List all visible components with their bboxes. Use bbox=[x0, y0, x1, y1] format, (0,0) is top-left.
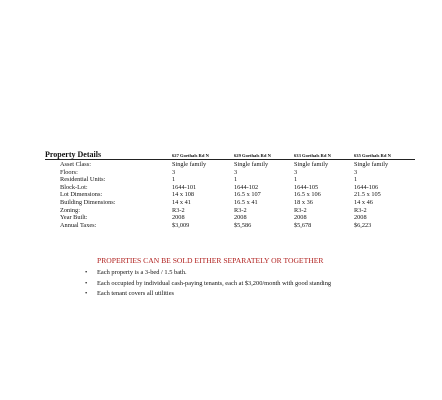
table-cell: R3-2 bbox=[172, 206, 185, 214]
row-label: Annual Taxes: bbox=[60, 221, 97, 229]
list-item-text: Each tenant covers all utilities bbox=[97, 290, 175, 297]
table-cell: $5,678 bbox=[294, 221, 312, 229]
bullet-list bbox=[80, 268, 400, 300]
table-cell: 1644-106 bbox=[354, 183, 379, 191]
table-cell: R3-2 bbox=[354, 206, 367, 214]
table-cell: 16.5 x 107 bbox=[234, 191, 261, 199]
table-row bbox=[0, 176, 442, 184]
table-cell: 1 bbox=[172, 176, 176, 184]
table-cell: $6,223 bbox=[354, 221, 372, 229]
table-row bbox=[0, 222, 442, 230]
row-label: Block-Lot: bbox=[60, 183, 88, 191]
table-cell: R3-2 bbox=[234, 206, 247, 214]
table-cell: 3 bbox=[294, 168, 298, 176]
column-header-address-2: 629 Goethals Rd N bbox=[234, 153, 271, 158]
table-cell: 3 bbox=[234, 168, 238, 176]
row-label: Building Dimensions: bbox=[60, 199, 116, 206]
row-label: Lot Dimensions: bbox=[60, 191, 103, 199]
table-row bbox=[0, 207, 442, 215]
table-cell: 2008 bbox=[234, 214, 247, 222]
row-label: Floors: bbox=[60, 168, 78, 176]
table-cell: 2008 bbox=[172, 214, 185, 222]
row-label: Zoning: bbox=[60, 206, 80, 214]
bullet-icon: • bbox=[85, 269, 88, 276]
sale-notice: PROPERTIES CAN BE SOLD EITHER SEPARATELY OR TOGETHER bbox=[97, 256, 324, 265]
table-cell: 2008 bbox=[354, 214, 367, 222]
table-cell: 1644-102 bbox=[234, 183, 259, 191]
table-cell: 16.5 x 106 bbox=[294, 191, 321, 199]
bullet-icon: • bbox=[85, 279, 88, 287]
table-row bbox=[0, 199, 442, 207]
column-header-address-4: 635 Goethals Rd N bbox=[354, 153, 391, 158]
list-item bbox=[80, 268, 400, 279]
table-cell: 3 bbox=[354, 168, 358, 176]
table-row bbox=[0, 191, 442, 199]
table-cell: 1 bbox=[354, 176, 358, 184]
section-title: Property Details bbox=[45, 150, 102, 159]
table-cell: 1 bbox=[294, 176, 298, 184]
table-cell: $3,009 bbox=[172, 221, 190, 229]
table-cell: 14 x 108 bbox=[172, 191, 195, 199]
table-cell: 14 x 46 bbox=[354, 199, 373, 206]
row-label: Asset Class: bbox=[60, 161, 91, 168]
list-item bbox=[80, 279, 400, 290]
table-cell: 1644-101 bbox=[172, 183, 197, 191]
header-divider bbox=[45, 159, 415, 160]
table-cell: $5,586 bbox=[234, 221, 252, 229]
table-cell: Single family bbox=[172, 161, 207, 168]
row-label: Residential Units: bbox=[60, 176, 106, 184]
column-header-address-3: 633 Goethals Rd N bbox=[294, 153, 331, 158]
table-cell: R3-2 bbox=[294, 206, 307, 214]
table-row bbox=[0, 161, 442, 169]
table-row bbox=[0, 169, 442, 177]
table-row bbox=[0, 184, 442, 192]
column-header-address-1: 627 Goethals Rd N bbox=[172, 153, 209, 158]
list-item-text: Each occupied by individual cash-paying tenants, each at $3,200/month with good standing bbox=[97, 279, 332, 287]
bullet-icon: • bbox=[85, 290, 88, 297]
table-cell: 18 x 36 bbox=[294, 199, 313, 206]
table-cell: 1644-105 bbox=[294, 183, 319, 191]
table-cell: 14 x 41 bbox=[172, 199, 191, 206]
table-cell: Single family bbox=[234, 161, 269, 168]
table-cell: Single family bbox=[294, 161, 329, 168]
list-item bbox=[80, 289, 400, 300]
table-cell: 3 bbox=[172, 168, 176, 176]
table-cell: 2008 bbox=[294, 214, 307, 222]
table-cell: 1 bbox=[234, 176, 238, 184]
row-label: Year Built: bbox=[60, 214, 88, 222]
table-cell: 16.5 x 41 bbox=[234, 199, 258, 206]
table-cell: 21.5 x 105 bbox=[354, 191, 381, 199]
list-item-text: Each property is a 3-bed / 1.5 bath. bbox=[97, 269, 187, 276]
table-cell: Single family bbox=[354, 161, 389, 168]
table-row bbox=[0, 214, 442, 222]
